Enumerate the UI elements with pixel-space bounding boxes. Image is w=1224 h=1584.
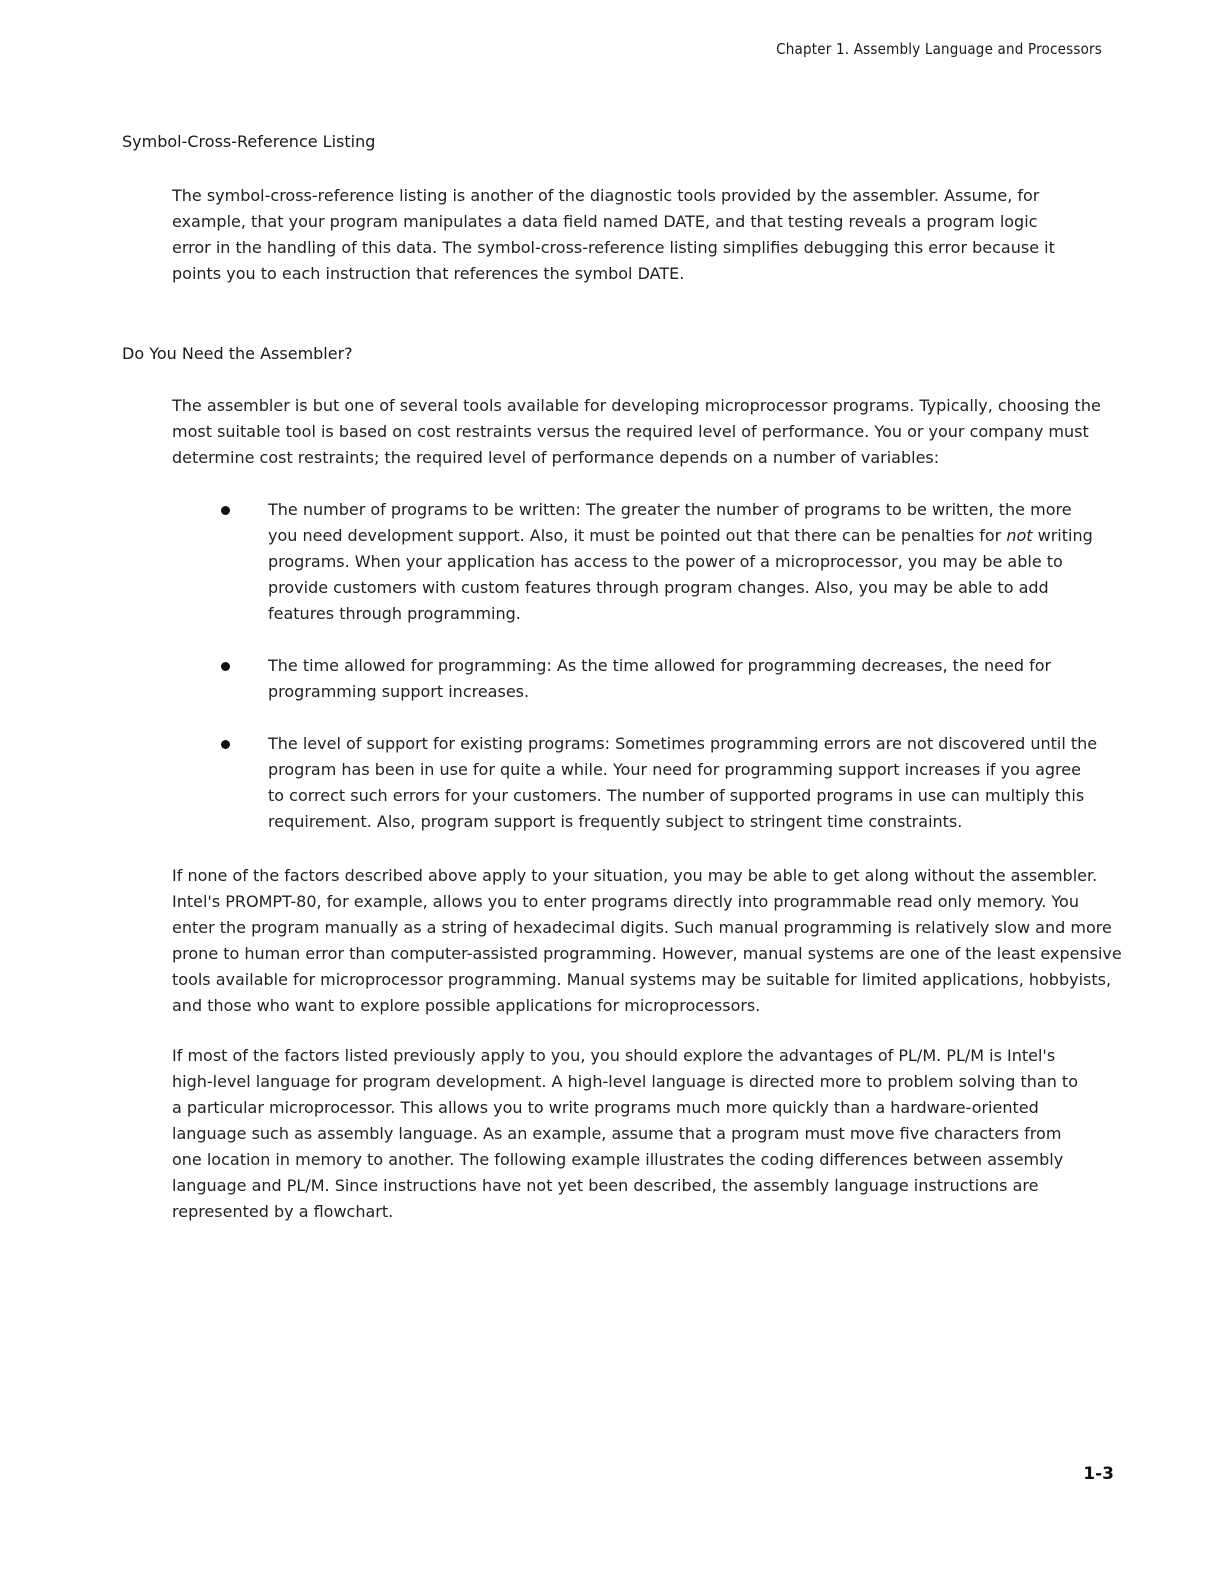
bullet-text: The number of programs to be written: The greater the number of programs to be written, the more you need development support. Also, it must be pointed out that there can be penalties for not writing programs. When your application has access to the power of a microprocessor, you may be able to provide customers with custom features through program changes. Also, you may be able to add features through programming. — [268, 500, 1093, 623]
paragraph-symbol-cross-reference: The symbol-cross-reference listing is another of the diagnostic tools provided by the assembler. Assume, for example, that your program manipulates a data field named DATE, and that testing reveals a program logic error in the handling of this data. The symbol-cross-reference listing simplifies debugging this error because it points you to each instruction that references the symbol DATE. — [172, 186, 1055, 283]
page-number: 1-3 — [1083, 1464, 1114, 1484]
bullet-text: The time allowed for programming: As the time allowed for programming decreases, the need for programming support increases. — [268, 656, 1052, 701]
section-heading-symbol-cross-reference: Symbol-Cross-Reference Listing — [122, 132, 376, 151]
bullet-icon — [221, 506, 230, 515]
running-head: Chapter 1. Assembly Language and Processors — [776, 40, 1102, 58]
paragraph-plm: If most of the factors listed previously apply to you, you should explore the advantages of PL/M. PL/M is Intel's high-level language for program development. A high-level language is directed more to problem solving than to a particular microprocessor. This allows you to write programs much more quickly than a hardware-oriented language such as assembly language. As an example, assume that a program must move five characters from one location in memory to another. The following example illustrates the coding differences between assembly language and PL/M. Since instructions have not yet been described, the assembly language instructions are represented by a flowchart. — [172, 1046, 1078, 1221]
bullet-icon — [221, 662, 230, 671]
bullet-icon — [221, 740, 230, 749]
paragraph-intro: The assembler is but one of several tools available for developing microprocessor programs. Typically, choosing the most suitable tool is based on cost restraints versus the required level of performance. You or your company must determine cost restraints; the required level of performance depends on a number of variables: — [172, 396, 1101, 467]
bullet-text: The level of support for existing programs: Sometimes programming errors are not discovered until the program has been in use for quite a while. Your need for programming support increases if you agree to correct such errors for your customers. The number of supported programs in use can multiply this requirement. Also, program support is frequently subject to stringent time constraints. — [268, 734, 1098, 831]
section-heading-need-assembler: Do You Need the Assembler? — [122, 344, 353, 363]
paragraph-without-assembler: If none of the factors described above apply to your situation, you may be able to get along without the assembler. Intel's PROMPT-80, for example, allows you to enter programs directly into programmable read only memory. You enter the program manually as a string of hexadecimal digits. Such manual programming is relatively slow and more prone to human error than computer-assisted programming. However, manual systems are one of the least expensive tools available for microprocessor programming. Manual systems may be suitable for limited applications, hobbyists, and those who want to explore possible applications for microprocessors. — [172, 866, 1122, 1015]
